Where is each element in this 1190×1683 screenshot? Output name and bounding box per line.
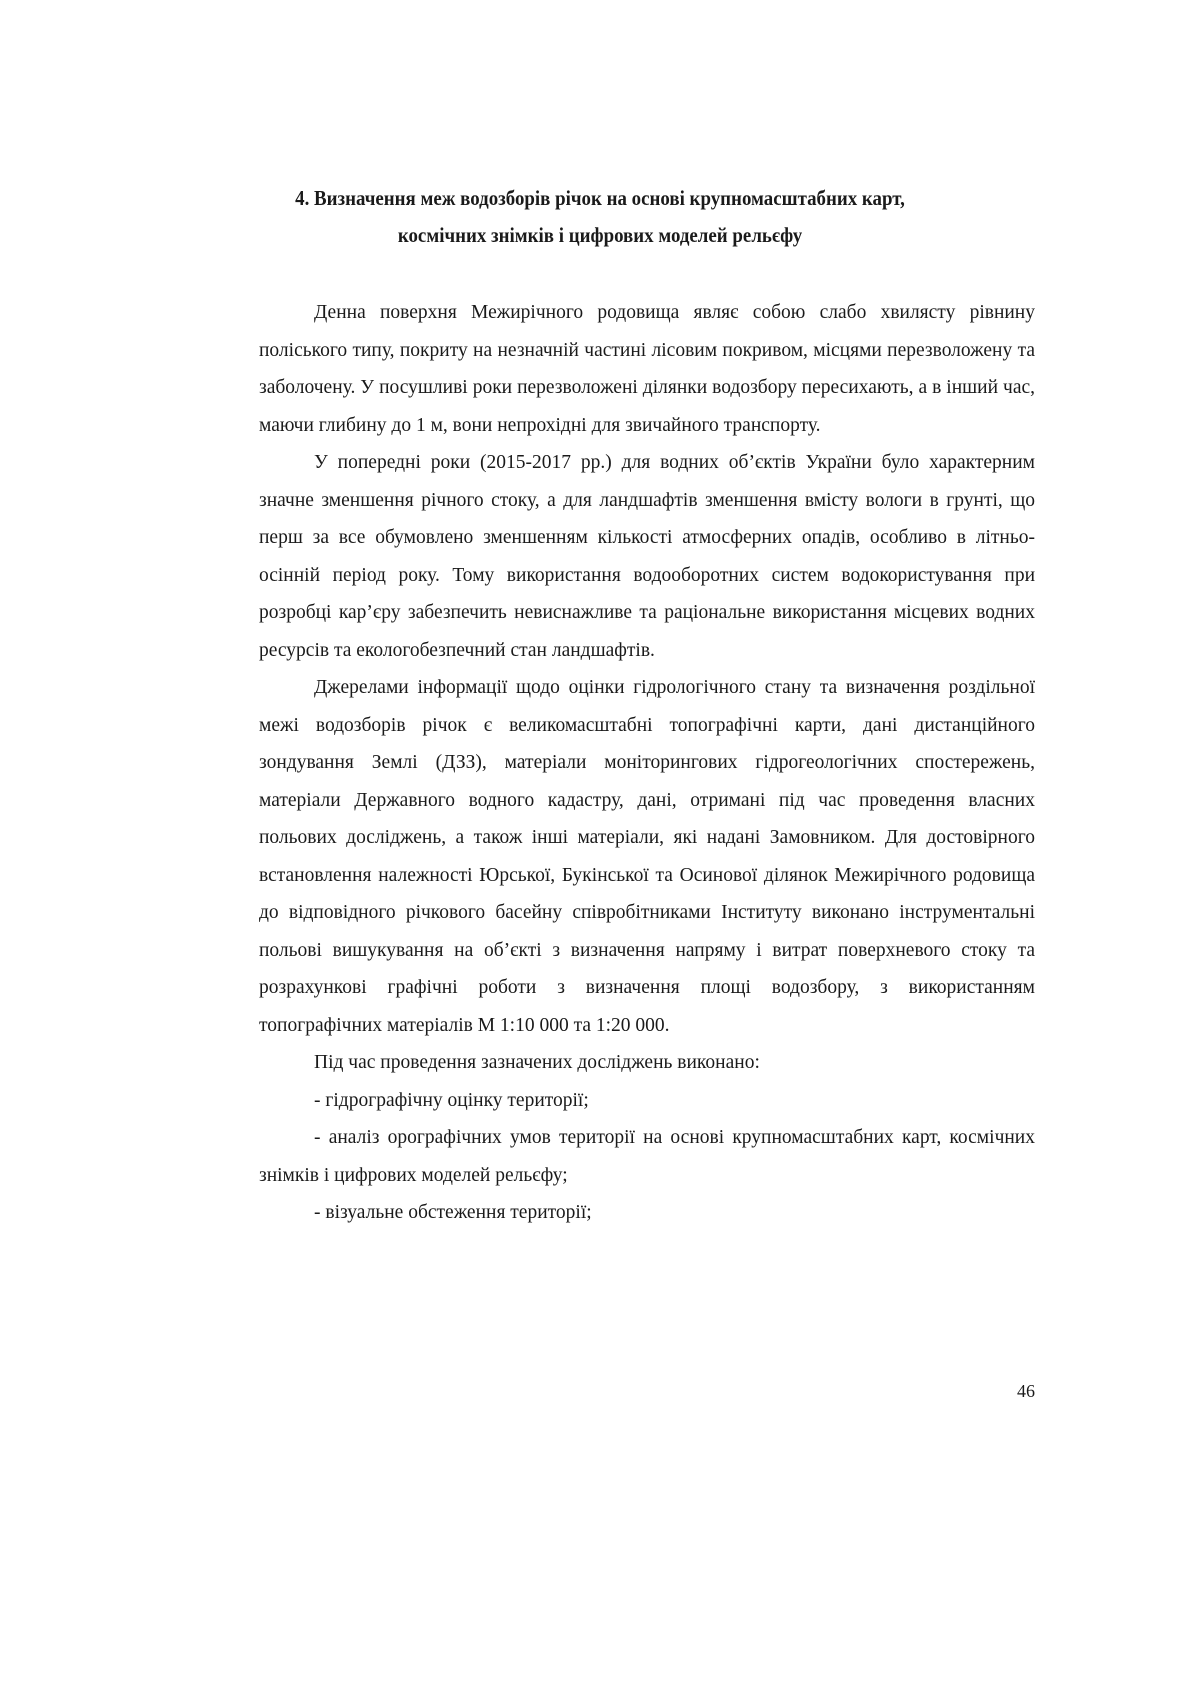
paragraph-previous-years: У попередні роки (2015-2017 рр.) для водних об’єктів України було характерним значне зменшення річного стоку, а для ландшафтів зменшення вмісту вологи в грунті, що перш за все обумовлено зменшенням кількості атмосферних опадів, особливо в літньо-осінній період року. Тому використання водооборотних систем водокористування при розробці кар’єру забезпечить невиснажливе та раціональне використання місцевих водних ресурсів та екологобезпечний стан ландшафтів. xyxy=(259,452,1035,661)
list-item: - гідрографічну оцінку території; xyxy=(314,1089,589,1111)
list-item: - аналіз орографічних умов території на основі крупномасштабних карт, космічних знімків і цифрових моделей рельєфу; xyxy=(259,1127,1035,1186)
paragraph-surface-description: Денна поверхня Межирічного родовища являє собою слабо хвилясту рівнину поліського типу, покриту на незначній частині лісовим покривом, місцями перезволожену та заболочену. У посушливі роки перезволожені ділянки водозбору пересихають, а в інший час, маючи глибину до 1 м, вони непрохідні для звичайного транспорту. xyxy=(259,302,1035,436)
section-heading-line-2: космічних знімків і цифрових моделей рельєфу xyxy=(397,223,803,247)
page-number: 46 xyxy=(1017,1381,1035,1401)
section-heading-line-1: 4. Визначення меж водозборів річок на основі крупномасштабних карт, xyxy=(295,186,905,210)
section-heading xyxy=(285,180,915,254)
paragraph-information-sources: Джерелами інформації щодо оцінки гідрологічного стану та визначення роздільної межі водозборів річок є великомасштабні топографічні карти, дані дистанційного зондування Землі (ДЗЗ), матеріали моніторингових гідрогеологічних спостережень, матеріали Державного водного кадастру, дані, отримані під час проведення власних польових досліджень, а також інші матеріали, які надані Замовником. Для достовірного встановлення належності Юрської, Букінської та Осинової ділянок Межирічного родовища до відповідного річкового басейну співробітниками Інституту виконано інструментальні польові вишукування на об’єкті з визначення напряму і витрат поверхневого стоку та розрахункові графічні роботи з визначення площі водозбору, з використанням топографічних матеріалів М 1:10 000 та 1:20 000. xyxy=(259,677,1035,1036)
body-text xyxy=(259,294,1035,1232)
list-item: - візуальне обстеження території; xyxy=(314,1202,592,1223)
paragraph-research-intro: Під час проведення зазначених досліджень виконано: xyxy=(314,1052,760,1073)
